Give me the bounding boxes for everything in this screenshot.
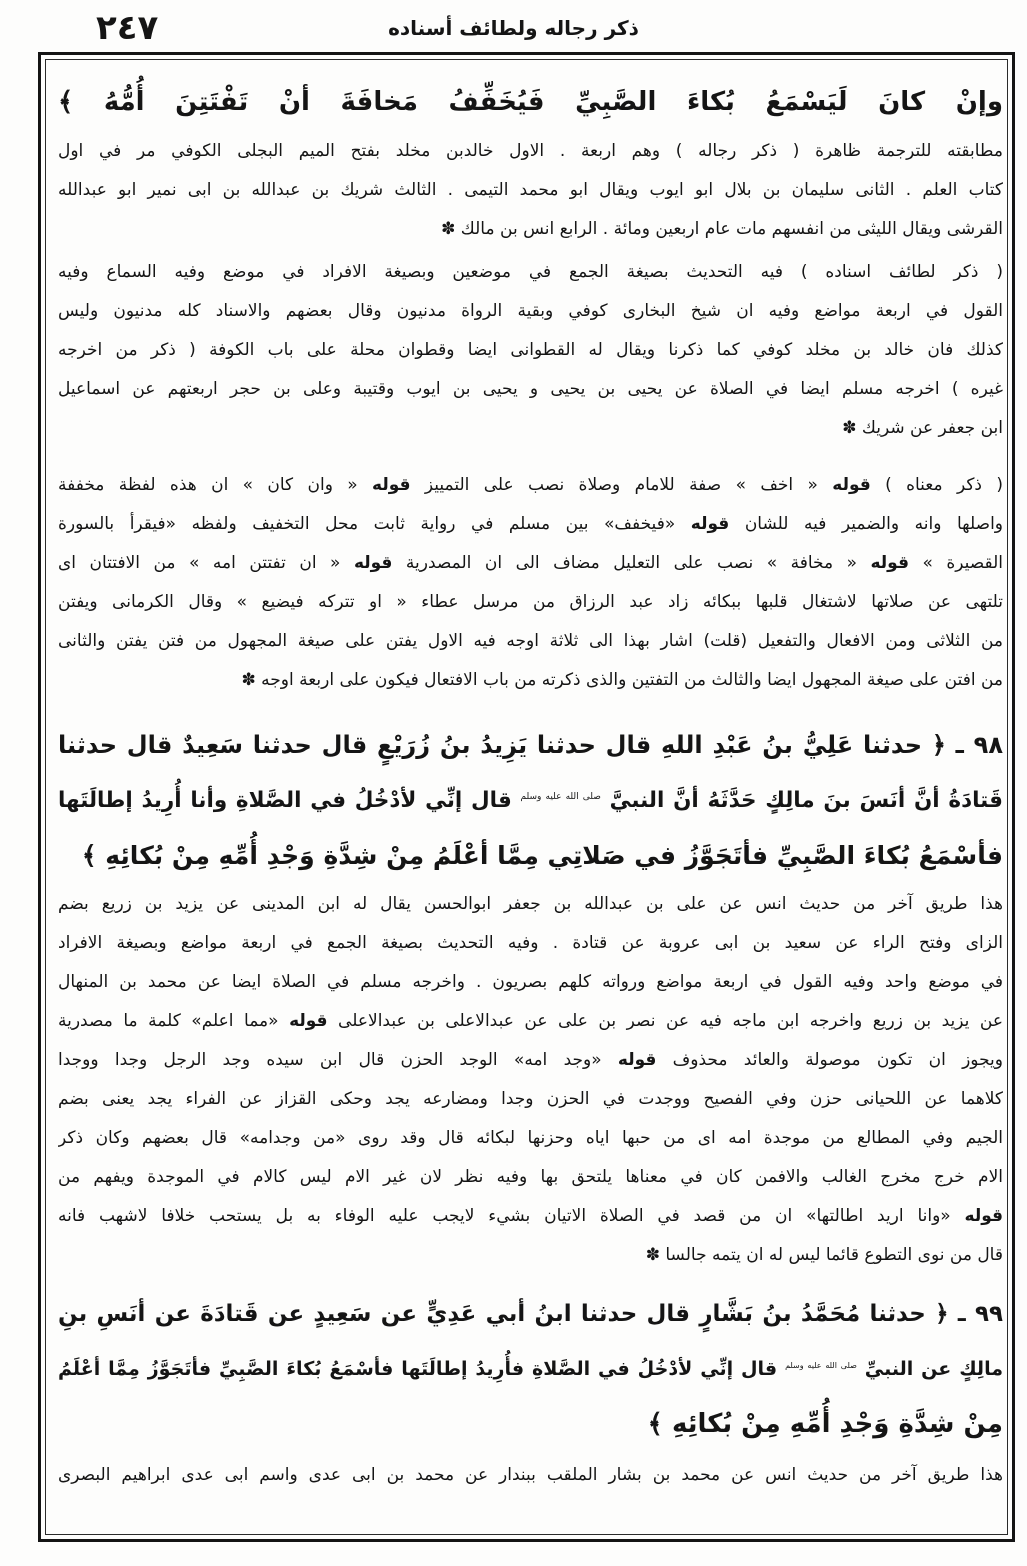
line-text: مطابقته للترجمة ظاهرة ( ذكر رجاله ) وهم اربعة . الاول خالدبن مخلد بفتح الميم البجلى الكوفي مر في اول	[58, 141, 1003, 161]
hadith-text	[58, 1287, 1003, 1452]
line-text: القصيرة » قوله « مخافة » نصب على التعليل مضاف الى ان المصدرية قوله « ان تفتتن امه » من الافتتان اى	[58, 553, 1003, 573]
text-line	[58, 253, 1003, 292]
line-text: الجيم وفي المطالع من موجدة امه اى من حبها اياه وحزنها لبكائه قال وقد روى «من وجدامه» قال بعضهم وكان ذكر	[58, 1128, 1003, 1148]
line-text: عن يزيد بن زريع واخرجه ابن ماجه فيه عن نصر بن على عن عبدالاعلى بن عبدالاعلى قوله «مما اعلم» كلمة ما مصدرية	[58, 1011, 1003, 1031]
text-line	[58, 409, 1003, 448]
text-line	[58, 1397, 1003, 1452]
line-text: ( ذكر لطائف اسناده ) فيه التحديث بصيغة الجمع في موضعين وبصيغة الافراد في موضع وفيه السماع وفيه	[58, 262, 1003, 282]
line-text: ٩٨ ـ ﴿ حدثنا عَلِيُّ بنُ عَبْدِ اللهِ قال حدثنا يَزِيدُ بنُ زُرَيْعٍ قال حدثنا سَعِيدٌ قال حدثنا	[58, 731, 1003, 759]
text-line	[58, 718, 1003, 773]
text-line	[58, 1287, 1003, 1342]
line-text: القول في اربعة مواضع وفيه ان شيخ البخارى كوفي وبقية الرواة مدنيون وقال بعضهم والاسناد كله مدنيون وليس	[58, 301, 1003, 321]
text-line	[58, 885, 1003, 924]
running-title: ذكر رجاله ولطائف أسناده	[388, 16, 639, 40]
line-text: غيره ) اخرجه مسلم ايضا في الصلاة عن يحيى بن يحيى و يحيى بن ايوب وقتيبة وعلى بن حجر اربعتهم عن اسماعيل	[58, 379, 1003, 399]
text-line	[58, 210, 1003, 249]
text-line	[58, 583, 1003, 622]
commentary-paragraph	[58, 466, 1003, 700]
line-text: تلتهى عن صلاتها لاشتغال قلبها ببكائه زاد عبد الرزاق من مرسل عطاء « او تتركه فيضيع » وقال الكرمانى ويفتن	[58, 592, 1003, 612]
text-line	[58, 1236, 1003, 1275]
line-text: هذا طريق آخر من حديث انس عن على بن عبدالله بن جعفر ابوالحسن يقال له ابن المدينى عن يزيد بن زريع بضم	[58, 894, 1003, 914]
text-line	[58, 828, 1003, 883]
page-number: ٢٤٧	[96, 8, 159, 48]
line-text: ٩٩ ـ ﴿ حدثنا مُحَمَّدُ بنُ بَشَّارٍ قال حدثنا ابنُ أبي عَدِيٍّ عن سَعِيدٍ عن قَتادَةَ عن أنَسِ بنِ	[58, 1301, 1003, 1327]
text-line	[58, 171, 1003, 210]
text-line	[58, 544, 1003, 583]
commentary-paragraph	[58, 132, 1003, 249]
line-text: في موضع واحد وفيه القول في اربعة مواضع ورواته كلهم بصريون . واخرجه مسلم في الصلاة ايضا عن محمد بن المنهال	[58, 972, 1003, 992]
line-text: الزاى وفتح الراء عن سعيد بن ابى عروبة عن قتادة . وفيه التحديث بصيغة الجمع في اربعة مواضع وبصيغة الافراد	[58, 933, 1003, 953]
text-line	[58, 1080, 1003, 1119]
hadith-text	[58, 75, 1003, 130]
text-line	[58, 1342, 1003, 1397]
text-line	[58, 924, 1003, 963]
line-text: قوله «وانا اريد اطالتها» ان من قصد في الصلاة الاتيان بشيء لايجب عليه الوفاء به بل يستحب خلافا لاشهب فانه	[58, 1206, 1003, 1226]
text-line	[58, 1456, 1003, 1495]
text-line	[58, 466, 1003, 505]
commentary-paragraph	[58, 1456, 1003, 1495]
text-line	[58, 132, 1003, 171]
line-text: كتاب العلم . الثانى سليمان بن بلال ابو ايوب ويقال ابو محمد التيمى . الثالث شريك بن عبدالله بن ابى نمير ابو عبدالله	[58, 180, 1003, 200]
text-line	[58, 1041, 1003, 1080]
text-line	[58, 1002, 1003, 1041]
line-text: قال من نوى التطوع قائما ليس له ان يتمه جالسا ✽	[645, 1245, 1003, 1265]
text-line	[58, 1197, 1003, 1236]
text-line	[58, 370, 1003, 409]
line-text: كذلك فان خالد بن مخلد كوفي كما ذكرنا ويقال له القطوانى ايضا وقطوان محلة على باب الكوفة ( ذكر من اخرجه	[58, 340, 1003, 360]
text-line	[58, 1119, 1003, 1158]
line-text: قَتادَةُ أنَّ أنَسَ بنَ مالِكٍ حَدَّثَهُ أنَّ النبيَّ $^{صلى الله عليه وسلم}$ قال إنِّي لأدْخُلُ في الصَّلاةِ وأنا أُرِيدُ إطالَتَها	[58, 788, 1003, 813]
text-line	[58, 505, 1003, 544]
hadith-text	[58, 718, 1003, 883]
line-text: مالِكٍ عن النبيِّ $^{صلى الله عليه وسلم}$ قال إنِّي لأدْخُلُ في الصَّلاةِ فأُرِيدُ إطالَتَها فأسْمَعُ بُكاءَ الصَّبِيِّ فأتَجَوَّزُ مِمَّا أعْلَمُ	[58, 1358, 1003, 1380]
page-body	[58, 75, 1003, 1495]
line-text: وإنْ كانَ لَيَسْمَعُ بُكاءَ الصَّبِيِّ فَيُخَفِّفُ مَخافَةَ أنْ تَفْتَتِنَ أُمُّهُ ﴾	[58, 87, 1003, 117]
line-text: القرشى ويقال الليثى من انفسهم مات عام اربعين ومائة . الرابع انس بن مالك ✽	[441, 219, 1003, 239]
text-line	[58, 1158, 1003, 1197]
line-text: مِنْ شِدَّةِ وَجْدِ أُمِّهِ مِنْ بُكائِهِ ﴾	[647, 1409, 1003, 1439]
line-text: ويجوز ان تكون موصولة والعائد محذوف قوله «وجد امه» الوجد الحزن قال ابن سيده وجد الرجل وجدا ووجدا	[58, 1050, 1003, 1070]
text-line	[58, 75, 1003, 130]
line-text: من افتن على صيغة المجهول ايضا والثالث من التفتين والذى ذكرته من باب الافتعال فيكون على اربعة اوجه ✽	[241, 670, 1003, 690]
text-line	[58, 292, 1003, 331]
text-line	[58, 331, 1003, 370]
text-line	[58, 773, 1003, 828]
commentary-paragraph	[58, 253, 1003, 448]
line-text: واصلها وانه والضمير فيه للشان قوله «فيخفف» بين مسلم في رواية ثابت محل التخفيف ولفظه «فيقرأ بالسورة	[58, 514, 1003, 534]
line-text: ابن جعفر عن شريك ✽	[842, 418, 1003, 438]
line-text: الام خرج مخرج الغالب والافمن كان في معناها يلتحق بها وفيه نظر لان غير الام ليس كالام في الموجدة ويفهم من	[58, 1167, 1003, 1187]
line-text: هذا طريق آخر من حديث انس عن محمد بن بشار الملقب ببندار عن محمد بن ابى عدى واسم ابى عدى ابراهيم البصرى	[58, 1465, 1003, 1485]
line-text: كلاهما عن اللحيانى حزن وفي الفصيح ووجدت في الحزن وجدا ومضارعه يجد وحكى القزاز عن الفراء يجد يعنى بضم	[58, 1089, 1003, 1109]
line-text: ( ذكر معناه ) قوله « اخف » صفة للامام وصلاة نصب على التمييز قوله « وان كان » ان هذه لفظة مخففة	[58, 475, 1003, 495]
text-line	[58, 622, 1003, 661]
line-text: من الثلاثى ومن الافعال والتفعيل (قلت) اشار بهذا الى ثلاثة اوجه فيه الاول يفتن على صيغة المجهول من فتن يفتن والثانى	[58, 631, 1003, 651]
line-text: فأسْمَعُ بُكاءَ الصَّبِيِّ فأتَجَوَّزُ في صَلاتِي مِمَّا أعْلَمُ مِنْ شِدَّةِ وَجْدِ أُمِّهِ مِنْ بُكائِهِ ﴾	[81, 841, 1003, 870]
text-line	[58, 963, 1003, 1002]
text-line	[58, 661, 1003, 700]
commentary-paragraph	[58, 885, 1003, 1275]
